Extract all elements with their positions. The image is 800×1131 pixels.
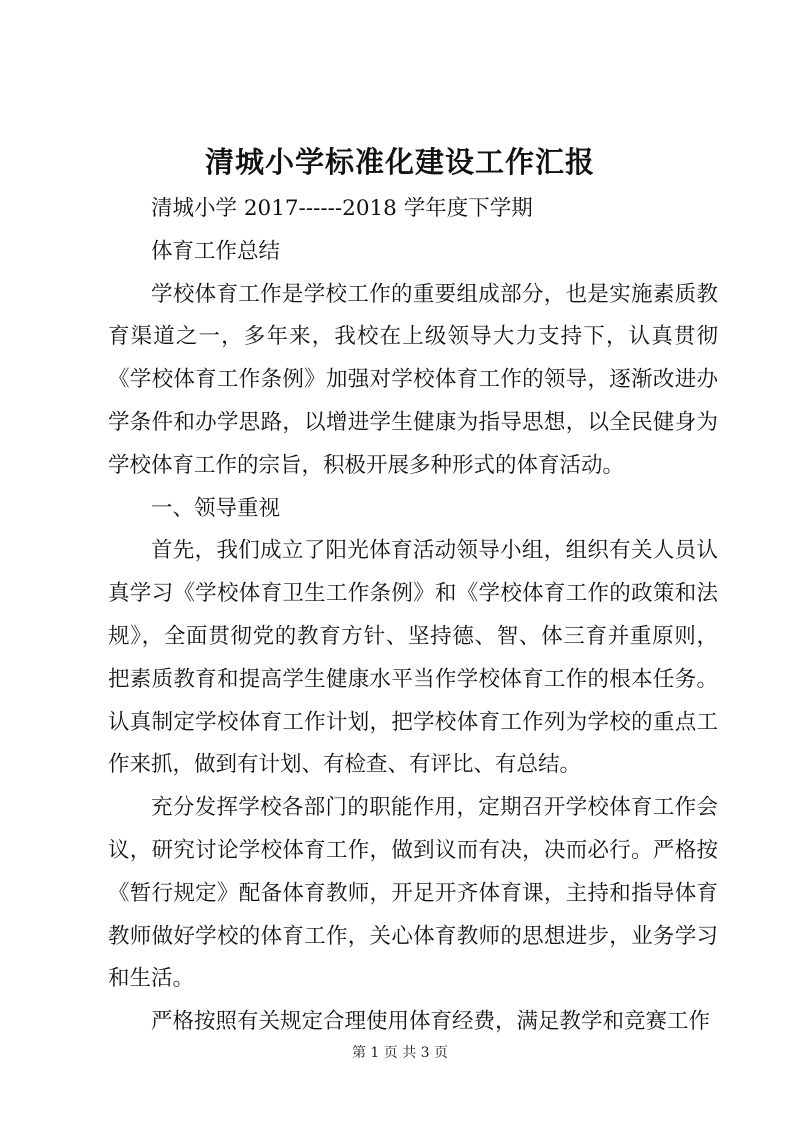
paragraph-leadership-group: 首先，我们成立了阳光体育活动领导小组，组织有关人员认真学习《学校体育卫生工作条例》和《学校体育工作的政策和法规》，全面贯彻党的教育方针、坚持德、智、体三育并重原则，把素质教育和提高学生健康水平当作学校体育工作的根本任务。认真制定学校体育工作计划，把学校体育工作列为学校的重点工作来抓，做到有计划、有检查、有评比、有总结。 <box>108 538 718 778</box>
document-body <box>108 188 718 1044</box>
paragraph-school-term: 清城小学 2017------2018 学年度下学期 <box>151 196 533 221</box>
paragraph-funding: 严格按照有关规定合理使用体育经费，满足教学和竞赛工作 <box>151 1009 711 1035</box>
paragraph-departments: 充分发挥学校各部门的职能作用，定期召开学校体育工作会议，研究讨论学校体育工作，做到议而有决，决而必行。严格按《暂行规定》配备体育教师，开足开齐体育课，主持和指导体育教师做好学校的体育工作，关心体育教师的思想进步，业务学习和生活。 <box>108 795 718 992</box>
paragraph-subtitle: 体育工作总结 <box>151 238 281 264</box>
section-heading-leadership: 一、领导重视 <box>151 495 281 521</box>
document-title: 清城小学标准化建设工作汇报 <box>204 145 595 179</box>
paragraph-intro: 学校体育工作是学校工作的重要组成部分，也是实施素质教育渠道之一，多年来，我校在上级领导大力支持下，认真贯彻《学校体育工作条例》加强对学校体育工作的领导，逐渐改进办学条件和办学思路，以增进学生健康为指导思想，以全民健身为学校体育工作的宗旨，积极开展多种形式的体育活动。 <box>108 281 718 478</box>
page-footer: 第 1 页 共 3 页 <box>351 1045 449 1061</box>
